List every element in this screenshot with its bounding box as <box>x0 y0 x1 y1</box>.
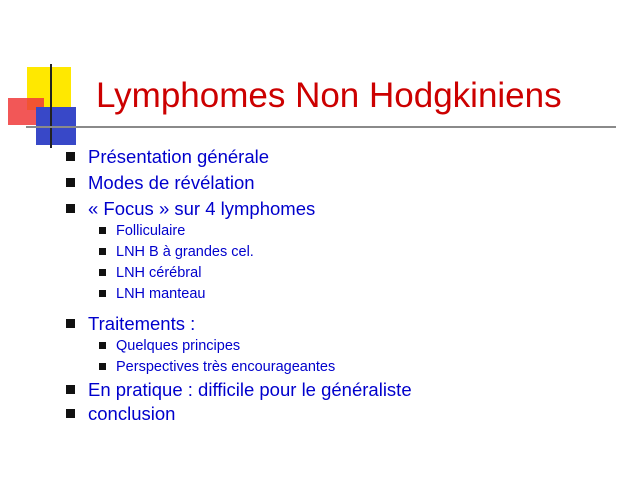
list-item-modes <box>88 171 255 195</box>
square-bullet-icon <box>66 204 75 213</box>
list-subitem-principes <box>116 336 240 356</box>
list-item-presentation <box>88 145 269 169</box>
list-subitem-text: LNH manteau <box>116 286 206 302</box>
list-subitem-text: LNH B à grandes cel. <box>116 244 254 260</box>
list-item-text: En pratique : difficile pour le généraliste <box>88 379 412 400</box>
list-subitem-text: Perspectives très encourageantes <box>116 359 336 375</box>
list-item-text: conclusion <box>88 403 176 424</box>
decor-vertical-line <box>50 64 52 148</box>
list-subitem-lnh-cerebral <box>116 263 201 283</box>
square-bullet-icon <box>66 319 75 328</box>
square-bullet-icon <box>99 269 106 276</box>
list-item-text: Traitements : <box>88 313 196 334</box>
list-item-text: Présentation générale <box>88 146 270 167</box>
list-subitem-text: LNH cérébral <box>116 265 202 281</box>
list-subitem-lnh-manteau <box>116 284 205 304</box>
decor-horizontal-line <box>26 126 616 128</box>
list-subitem-text: Folliculaire <box>116 223 186 239</box>
list-item-traitements <box>88 312 195 336</box>
list-item-conclusion <box>88 402 175 426</box>
list-subitem-perspectives <box>116 357 335 377</box>
list-subitem-lnh-b <box>116 242 254 262</box>
square-bullet-icon <box>66 178 75 187</box>
square-bullet-icon <box>66 152 75 161</box>
square-bullet-icon <box>99 248 106 255</box>
square-bullet-icon <box>66 385 75 394</box>
list-item-en-pratique <box>88 378 412 402</box>
square-bullet-icon <box>99 363 106 370</box>
list-subitem-folliculaire <box>116 221 185 241</box>
list-item-focus <box>88 197 315 221</box>
list-item-text: Modes de révélation <box>88 172 255 193</box>
list-item-text: « Focus » sur 4 lymphomes <box>88 198 316 219</box>
square-bullet-icon <box>99 290 106 297</box>
square-bullet-icon <box>99 342 106 349</box>
list-subitem-text: Quelques principes <box>116 338 241 354</box>
slide-title: Lymphomes Non Hodgkiniens <box>96 76 562 115</box>
square-bullet-icon <box>66 409 75 418</box>
square-bullet-icon <box>99 227 106 234</box>
